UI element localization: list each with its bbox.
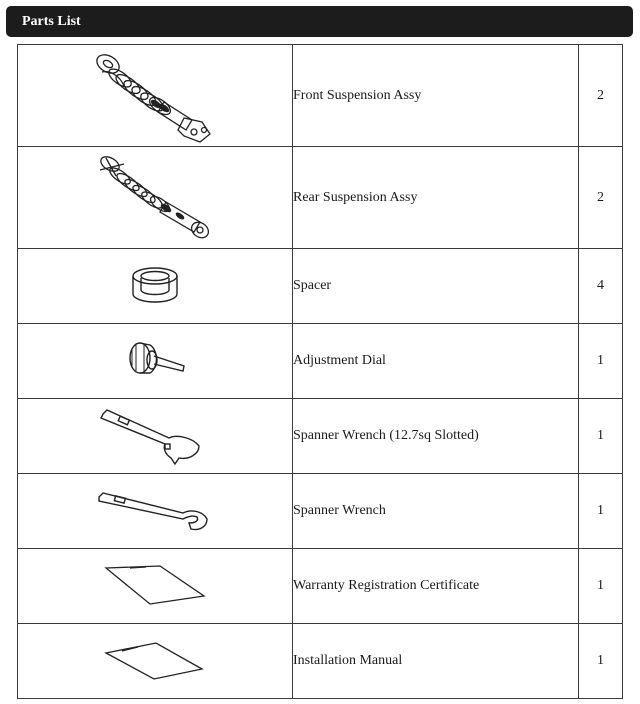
page-title: Parts List [22, 14, 81, 29]
part-quantity: 2 [579, 45, 623, 147]
part-name: Adjustment Dial [293, 324, 579, 399]
part-image-cell [18, 324, 293, 399]
part-name: Rear Suspension Assy [293, 147, 579, 249]
spacer-icon [125, 264, 185, 308]
front-suspension-icon [80, 46, 230, 146]
adjustment-dial-icon [120, 336, 190, 386]
table-row [18, 147, 623, 249]
part-image-cell [18, 549, 293, 624]
part-name: Spanner Wrench [293, 474, 579, 549]
table-row [18, 474, 623, 549]
part-image-cell [18, 249, 293, 324]
parts-table [17, 44, 623, 699]
certificate-icon [100, 562, 210, 610]
part-image-cell [18, 474, 293, 549]
part-quantity: 1 [579, 624, 623, 699]
manual-icon [100, 637, 210, 685]
slotted-spanner-wrench-icon [95, 406, 215, 466]
part-name: Warranty Registration Certificate [293, 549, 579, 624]
part-name: Front Suspension Assy [293, 45, 579, 147]
part-quantity: 1 [579, 324, 623, 399]
rear-suspension-icon [80, 150, 230, 245]
table-row [18, 624, 623, 699]
part-name: Installation Manual [293, 624, 579, 699]
part-quantity: 1 [579, 549, 623, 624]
part-image-cell [18, 624, 293, 699]
table-row [18, 324, 623, 399]
part-image-cell [18, 147, 293, 249]
part-name: Spacer [293, 249, 579, 324]
parts-list-header [6, 6, 633, 37]
spanner-wrench-icon [95, 489, 215, 533]
part-image-cell [18, 399, 293, 474]
part-name: Spanner Wrench (12.7sq Slotted) [293, 399, 579, 474]
part-image-cell [18, 45, 293, 147]
table-row [18, 45, 623, 147]
part-quantity: 1 [579, 474, 623, 549]
part-quantity: 4 [579, 249, 623, 324]
table-row [18, 549, 623, 624]
part-quantity: 1 [579, 399, 623, 474]
table-row [18, 249, 623, 324]
part-quantity: 2 [579, 147, 623, 249]
table-row [18, 399, 623, 474]
